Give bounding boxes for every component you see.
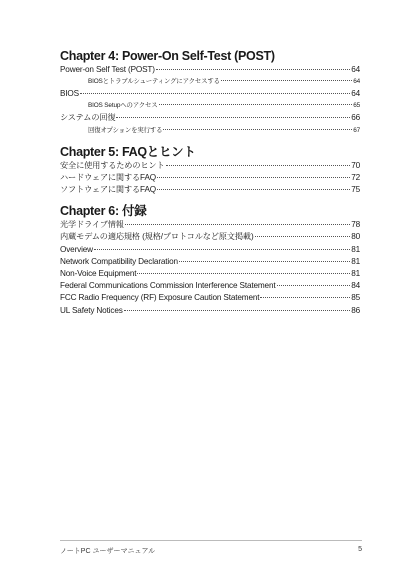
toc-entry-page: 81 <box>351 256 360 266</box>
dot-leader <box>137 273 350 274</box>
dot-leader <box>124 310 351 311</box>
dot-leader <box>255 236 351 237</box>
dot-leader <box>163 129 352 130</box>
toc-entry-label: BIOSとトラブルシューティングにアクセスする <box>88 78 220 86</box>
dot-leader <box>157 189 350 190</box>
toc-entry[interactable] <box>60 219 360 231</box>
dot-leader <box>277 285 351 286</box>
toc-entry[interactable] <box>60 280 360 292</box>
toc-entry[interactable] <box>60 231 360 243</box>
toc-entry-page: 80 <box>351 232 360 242</box>
toc-entry[interactable] <box>60 160 360 172</box>
toc-entry[interactable] <box>60 292 360 304</box>
chapter-4-entries <box>60 64 360 137</box>
toc-entry-page: 86 <box>351 305 360 315</box>
dot-leader <box>157 177 350 178</box>
dot-leader <box>116 117 350 118</box>
toc-entry-label: システムの回復 <box>60 113 116 123</box>
toc-entry-label: 回復オプションを実行する <box>88 126 163 134</box>
toc-entry-label: 安全に使用するためのヒント <box>60 160 165 170</box>
dot-leader <box>221 80 352 81</box>
toc-entry-page: 67 <box>353 126 360 134</box>
footer-divider <box>60 540 362 541</box>
toc-entry[interactable] <box>60 184 360 196</box>
toc-entry-page: 65 <box>353 102 360 110</box>
toc-entry-label: BIOS Setupへのアクセス <box>88 102 158 110</box>
toc-entry-label: Power-on Self Test (POST) <box>60 65 155 74</box>
table-of-contents <box>60 48 360 317</box>
toc-entry[interactable] <box>60 88 360 100</box>
toc-entry[interactable] <box>60 112 360 124</box>
toc-entry-label: Non-Voice Equipment <box>60 269 137 279</box>
dot-leader <box>260 297 350 298</box>
dot-leader <box>125 224 350 225</box>
chapter-5-heading: Chapter 5: FAQとヒント <box>60 144 196 159</box>
toc-entry-page: 85 <box>351 293 360 303</box>
toc-entry-label: BIOS <box>60 89 79 99</box>
toc-entry-page: 81 <box>351 244 360 254</box>
dot-leader <box>159 104 353 105</box>
toc-entry-page: 70 <box>351 160 360 170</box>
dot-leader <box>156 69 350 70</box>
toc-entry-page: 84 <box>351 281 360 291</box>
toc-entry[interactable] <box>60 172 360 184</box>
toc-entry-label: ハードウェアに関するFAQ <box>60 172 156 182</box>
dot-leader <box>179 261 350 262</box>
toc-entry[interactable] <box>60 305 360 317</box>
dot-leader <box>80 93 350 94</box>
toc-entry-label: UL Safety Notices <box>60 305 123 315</box>
toc-subentry[interactable] <box>60 76 360 88</box>
manual-title: ノートPC ユーザーマニュアル <box>60 548 156 555</box>
toc-entry-label: Overview <box>60 244 93 254</box>
toc-entry-page: 72 <box>351 172 360 182</box>
toc-entry-page: 64 <box>351 65 360 74</box>
chapter-4-heading: Chapter 4: Power-On Self-Test (POST) <box>60 49 275 63</box>
toc-entry-page: 75 <box>351 185 360 195</box>
toc-entry-page: 66 <box>351 113 360 123</box>
toc-subentry[interactable] <box>60 125 360 137</box>
toc-entry-label: FCC Radio Frequency (RF) Exposure Caution Statement <box>60 293 260 303</box>
dot-leader <box>166 165 351 166</box>
toc-entry[interactable] <box>60 64 360 76</box>
toc-subentry[interactable] <box>60 100 360 112</box>
chapter-6-heading: Chapter 6: 付録 <box>60 204 147 219</box>
toc-entry[interactable] <box>60 268 360 280</box>
toc-entry[interactable] <box>60 256 360 268</box>
page-footer <box>60 546 362 556</box>
dot-leader <box>94 249 350 250</box>
chapter-6-entries <box>60 219 360 317</box>
toc-entry[interactable] <box>60 244 360 256</box>
toc-entry-page: 81 <box>351 269 360 279</box>
toc-entry-label: Network Compatibility Declaration <box>60 256 178 266</box>
page-number: 5 <box>358 546 362 553</box>
toc-entry-label: Federal Communications Commission Interference Statement <box>60 281 276 291</box>
toc-entry-page: 64 <box>351 89 360 99</box>
toc-entry-label: 光学ドライブ情報 <box>60 220 124 230</box>
chapter-5-entries <box>60 160 360 197</box>
toc-entry-label: 内蔵モデムの適応規格 (規格/プロトコルなど原文掲載) <box>60 232 254 242</box>
toc-entry-label: ソフトウェアに関するFAQ <box>60 185 156 195</box>
toc-entry-page: 78 <box>351 220 360 230</box>
toc-entry-page: 64 <box>353 78 360 86</box>
